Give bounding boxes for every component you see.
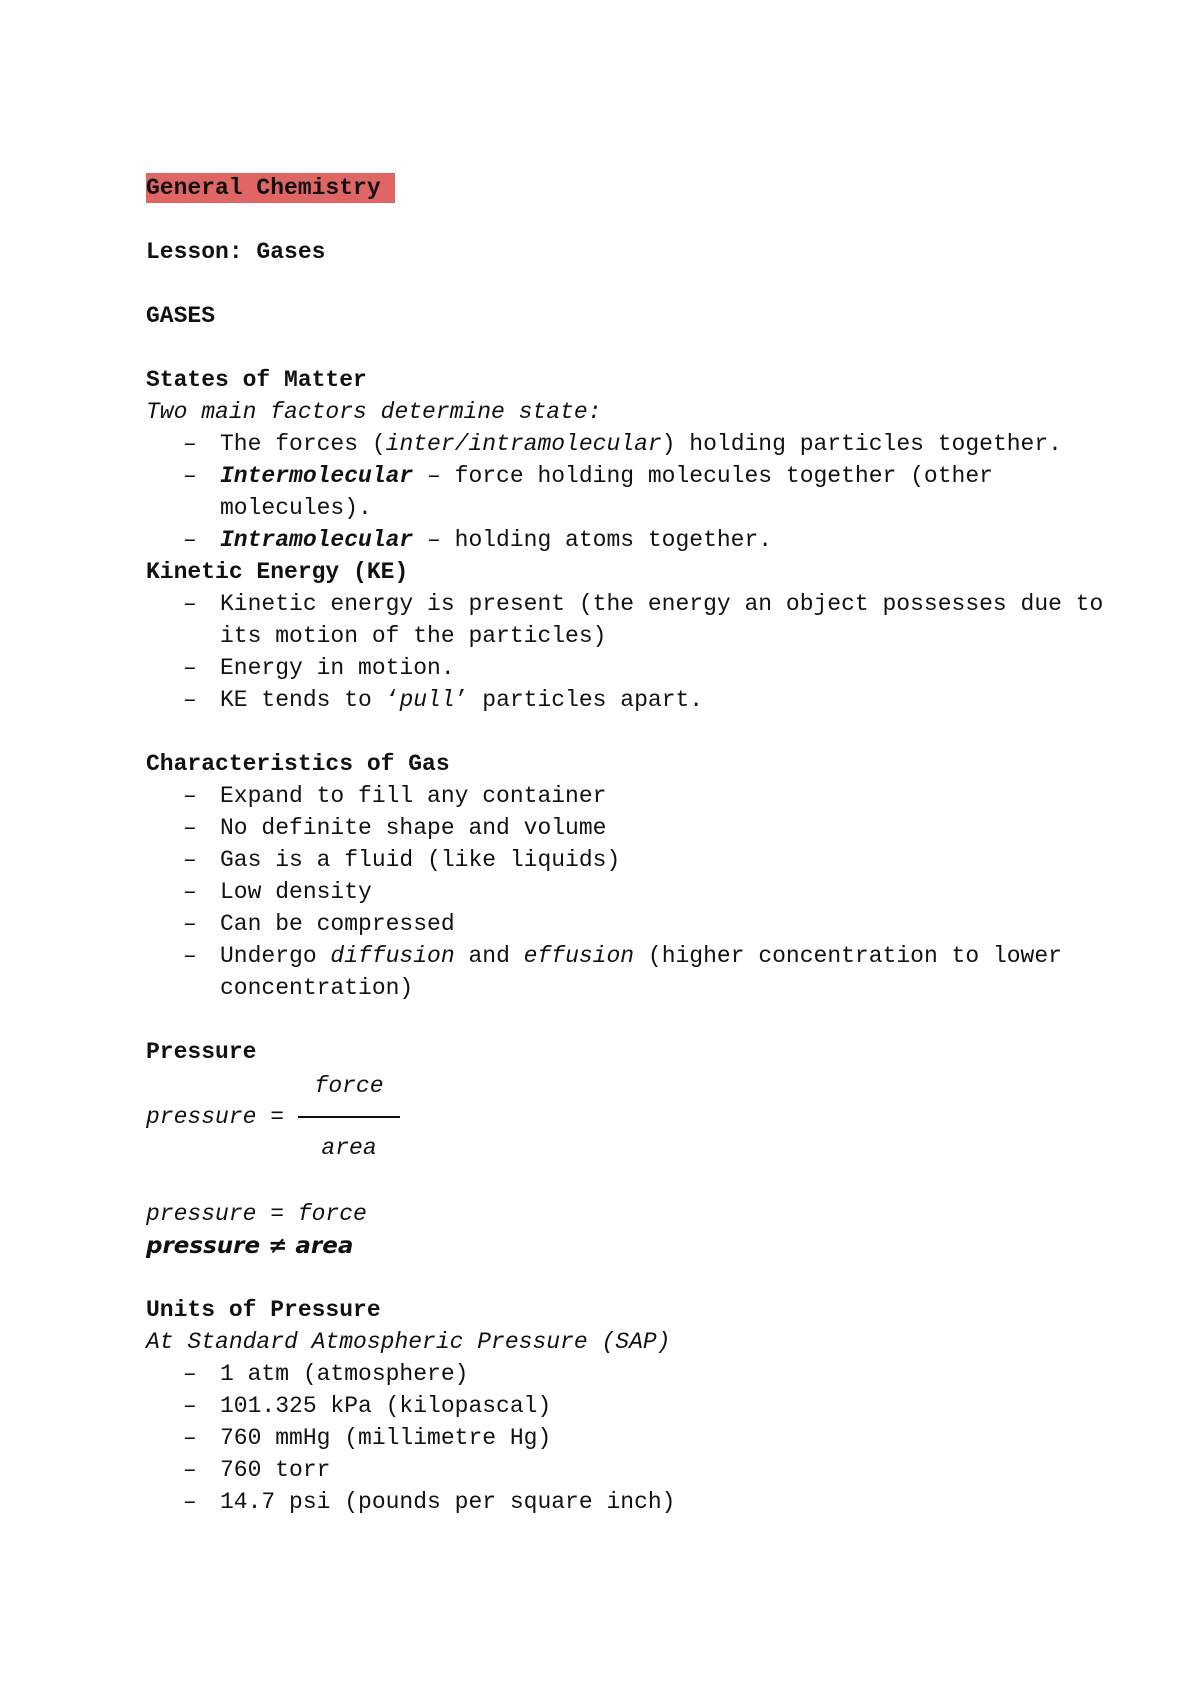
fraction-bar [298,1116,400,1118]
states-list [146,428,1106,556]
fraction-denominator: area [321,1135,377,1161]
list-item: – Energy in motion. [183,652,1106,684]
fraction-numerator: force [314,1073,384,1099]
list-item: – 101.325 kPa (kilopascal) [183,1390,1106,1422]
list-item: – 760 mmHg (millimetre Hg) [183,1422,1106,1454]
units-intro: At Standard Atmospheric Pressure (SAP) [146,1329,671,1355]
list-item [183,524,1106,556]
list-item: – 14.7 psi (pounds per square inch) [183,1486,1106,1518]
text-run: ) holding particles together. [661,431,1062,457]
list-item: – Low density [183,876,1106,908]
pressure-heading: Pressure [146,1039,257,1065]
text-run: ’ particles apart. [454,687,704,713]
text-run: diffusion [330,943,455,969]
list-item [183,940,1106,1004]
text-run: Undergo [220,943,331,969]
text-run: – holding atoms together. [413,527,773,553]
term: Intermolecular [220,463,414,489]
list-item: – Kinetic energy is present (the energy an object possesses due to its motion of the particles) [183,588,1106,652]
course-title: General Chemistry [146,173,395,203]
units-heading: Units of Pressure [146,1297,381,1323]
pressure-formula [146,1070,1106,1164]
list-item: – Gas is a fluid (like liquids) [183,844,1106,876]
text-run: KE tends to ‘ [220,687,400,713]
text-run: pull [399,687,455,713]
states-heading: States of Matter [146,367,367,393]
fraction [298,1070,400,1164]
text-run: – force holding molecules together (other molecules). [220,463,993,521]
list-item: – 760 torr [183,1454,1106,1486]
pressure-not-equal-line: pressure ≠ area [146,1233,354,1259]
characteristics-heading: Characteristics of Gas [146,751,450,777]
text-run: (higher concentration to lower concentration) [220,943,1062,1001]
pressure-equals-line: pressure = force [146,1201,367,1227]
characteristics-list [146,780,1106,1004]
formula-lhs: pressure = [146,1104,285,1130]
lesson-title: Lesson: Gases [146,239,326,265]
list-item: – Can be compressed [183,908,1106,940]
kinetic-list [146,588,1106,716]
document-page [146,172,1106,1518]
topic-title: GASES [146,303,216,329]
list-item [183,460,1106,524]
course-title-row [146,172,1106,204]
list-item [183,684,1106,716]
text-run: inter/intramolecular [385,431,662,457]
units-list [146,1358,1106,1518]
list-item: – 1 atm (atmosphere) [183,1358,1106,1390]
term: Intramolecular [220,527,414,553]
states-intro: Two main factors determine state: [146,399,602,425]
list-item: – Expand to fill any container [183,780,1106,812]
kinetic-heading: Kinetic Energy (KE) [146,559,409,585]
list-item: – No definite shape and volume [183,812,1106,844]
list-item [183,428,1106,460]
text-run: and [454,943,524,969]
text-run: The forces ( [220,431,386,457]
text-run: effusion [523,943,635,969]
